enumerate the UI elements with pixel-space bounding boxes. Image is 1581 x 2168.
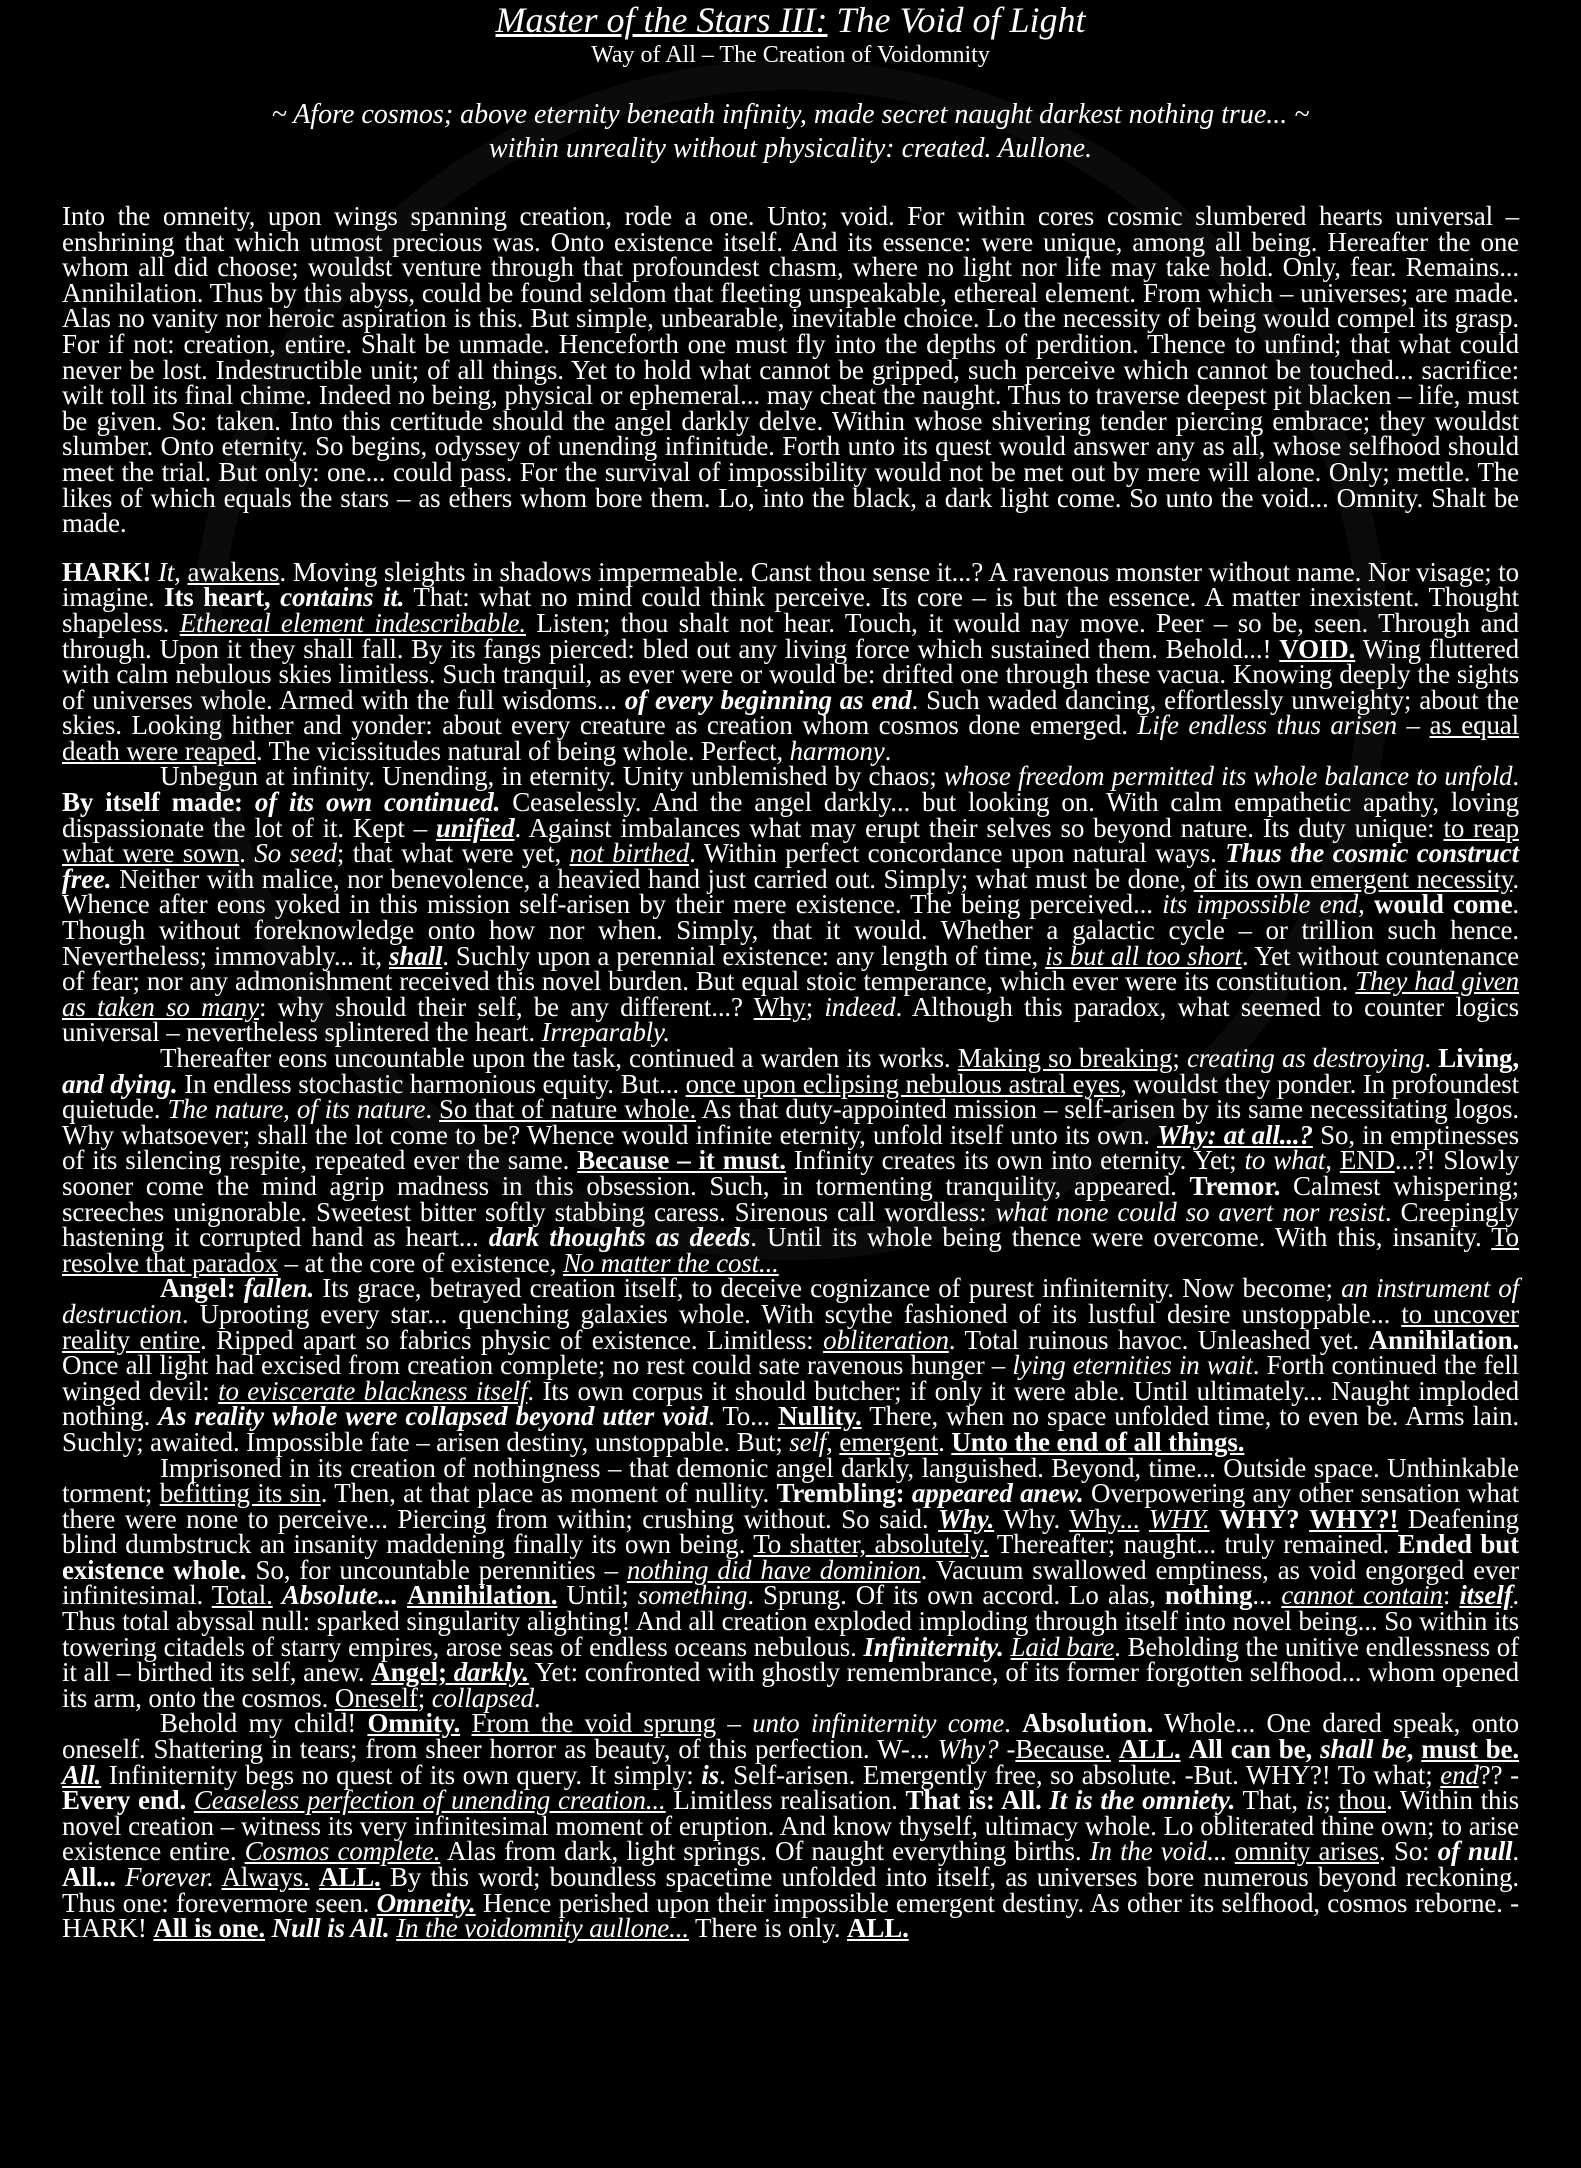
text-run: Wing fluttered with calm nebulous skies limitless. Such tranquil, as ever were or would be: drifted one through these vacua. Knowing deeply the sights of universes whole. Armed with the full wisdoms...	[62, 633, 1519, 715]
text-run: unto infiniternity come	[752, 1708, 1005, 1739]
text-run: Ceaselessly. And the angel darkly... but looking on. With calm empathetic apathy, loving dispassionate the lot of it. Kept –	[62, 787, 1520, 843]
text-run: as equal death were reaped	[62, 710, 1519, 766]
text-run: Its heart,	[164, 582, 281, 613]
paragraph-1	[62, 201, 1519, 539]
text-run: ALL.	[1118, 1734, 1181, 1765]
text-run: ,	[1358, 889, 1375, 920]
text-run: shall be	[1320, 1734, 1407, 1765]
text-run: Tremor.	[1189, 1170, 1281, 1201]
text-run: WHY?	[1219, 1503, 1300, 1534]
text-run: . Total ruinous havoc. Unleashed yet.	[948, 1324, 1369, 1355]
text-run: .	[1004, 1708, 1023, 1739]
text-run: The nature, of its nature	[167, 1094, 426, 1125]
paragraph-5	[62, 1273, 1520, 1457]
epigraph	[62, 98, 1519, 166]
text-run: .	[425, 1094, 440, 1125]
text-run: Unbegun at infinity. Unending, in eternity. Unity unblemished by chaos;	[160, 761, 944, 792]
text-run: something	[637, 1580, 748, 1611]
text-run: –	[1396, 710, 1430, 741]
text-run: Unto the end of all things.	[951, 1426, 1245, 1457]
text-run: to reap what were sown	[62, 812, 1519, 869]
text-run: Omnity.	[367, 1708, 461, 1739]
text-run: unified	[435, 812, 515, 843]
text-run: . Within perfect concordance upon natural ways.	[689, 838, 1226, 869]
text-run: Hence perished upon their impossible emergent destiny. As other its selfhood, cosmos reborne. -HARK!	[62, 1887, 1519, 1944]
text-run: itself	[1459, 1580, 1513, 1611]
text-run: . Ripped apart so fabrics physic of existence. Limitless:	[200, 1324, 824, 1355]
text-run: Neither with malice, nor benevolence, a heavied hand just carried out. Simply; what must be done,	[111, 863, 1194, 894]
text-run: is	[1305, 1785, 1324, 1816]
text-run: Thereafter; naught... truly remained.	[988, 1529, 1398, 1560]
text-run: .	[533, 1682, 541, 1713]
text-run: .	[1512, 1836, 1520, 1867]
text-run: . Against imbalances what may erupt their selves so beyond nature. Its duty unique:	[514, 812, 1444, 843]
text-run: Infiniternity begs no quest of its own query. It simply:	[101, 1759, 702, 1790]
text-run: ...	[1252, 1580, 1282, 1611]
text-run: Why	[753, 991, 806, 1022]
text-run: and dying.	[62, 1068, 178, 1099]
text-run: . Though without foreknowledge onto how nor when. Simply, that it would. Whether a galactic cycle – or trillion such hence. Nevertheless; immovably... it,	[62, 889, 1520, 971]
text-run: No matter the cost...	[562, 1247, 779, 1278]
text-run: As reality whole were collapsed beyond utter void	[158, 1401, 709, 1432]
text-run: ,	[1325, 1145, 1340, 1176]
text-run: Limitless realisation.	[665, 1785, 906, 1816]
text-run: Why...	[1069, 1503, 1140, 1534]
text-run: Omneity.	[376, 1887, 476, 1918]
text-run: cannot contain	[1281, 1580, 1443, 1611]
text-run	[265, 1913, 272, 1943]
text-run: In the voidomnity aullone...	[396, 1913, 689, 1944]
text-run: Living,	[1438, 1043, 1520, 1073]
text-run: Making so breaking	[957, 1043, 1173, 1073]
text-run: Always.	[221, 1862, 310, 1892]
text-run: They had given as taken so many	[62, 966, 1519, 1022]
text-run: VOID.	[1279, 633, 1356, 664]
text-run: Why: at all...?	[1157, 1119, 1313, 1150]
text-run: would come	[1374, 889, 1513, 920]
text-run: whose freedom permitted its whole balance to unfold	[943, 761, 1513, 792]
text-run: awakens	[187, 556, 280, 587]
text-run: Ceaseless perfection of unending creation...	[193, 1785, 666, 1816]
text-run: Absolute...	[281, 1580, 398, 1611]
text-run: By itself made:	[62, 787, 255, 818]
text-run: Angel:	[160, 1273, 244, 1304]
text-run: – at the core of existence,	[277, 1247, 563, 1278]
text-run: Life endless thus arisen	[1137, 710, 1397, 741]
text-run: indeed	[824, 991, 896, 1022]
text-run: Every end.	[62, 1785, 187, 1816]
text-run: self	[789, 1426, 827, 1457]
text-run: ;	[1172, 1043, 1187, 1073]
text-run: of its own continued.	[254, 787, 501, 818]
text-run: ,	[1406, 1734, 1422, 1765]
text-run: is	[701, 1759, 719, 1790]
text-run: HARK!	[62, 556, 152, 587]
text-run: Laid bare	[1010, 1631, 1115, 1662]
text-run: . Uprooting every star... quenching galaxies whole. With scythe fashioned of its lustful desire unstoppable...	[181, 1298, 1402, 1329]
text-run: Because – it must.	[577, 1145, 786, 1176]
text-run: an instrument of destruction	[62, 1273, 1520, 1329]
text-run: Imprisoned in its creation of nothingness – that demonic angel darkly, languished. Beyond, time... Outside space. Unthinkable torment;	[62, 1452, 1519, 1509]
text-run: .	[884, 735, 892, 766]
text-run: Irreparably.	[541, 1017, 670, 1048]
text-run: ...	[1206, 1836, 1235, 1867]
body-text	[62, 201, 1520, 1944]
text-run: . Beholding the unitive endlessness of it all – birthed its self, anew.	[62, 1631, 1519, 1688]
text-run: Forever.	[125, 1862, 214, 1892]
text-run: . Until its whole being thence were overcome. With this, insanity.	[750, 1222, 1492, 1253]
text-run: That is: All.	[905, 1785, 1042, 1816]
epigraph-line-2: within unreality without physicality: created. Aullone.	[488, 133, 1093, 164]
text-run: ,	[826, 1426, 840, 1457]
text-run: WHY?!	[1309, 1503, 1399, 1534]
text-run: WHY.	[1148, 1503, 1210, 1534]
text-run: Until;	[557, 1580, 638, 1611]
text-run: All.	[62, 1759, 102, 1790]
text-run: .	[1512, 761, 1519, 792]
text-run: .	[1424, 1043, 1439, 1073]
text-run: ALL.	[318, 1862, 381, 1892]
text-run: That,	[1235, 1785, 1306, 1816]
text-run: , wouldst they ponder. In profoundest quietude.	[62, 1068, 1520, 1125]
text-run: darkly.	[453, 1657, 529, 1688]
text-run: obliteration	[823, 1324, 949, 1355]
text-run: END	[1339, 1145, 1395, 1176]
text-run: . Vacuum swallowed emptiness, as void engorged ever infinitesimal.	[62, 1554, 1519, 1611]
text-run: of null	[1437, 1836, 1513, 1867]
text-run: So, in emptinesses of its silencing respite, repeated ever the same.	[62, 1119, 1519, 1176]
text-run: Ethereal element indescribable.	[179, 607, 526, 638]
text-run: . Suchly upon a perennial existence: any length of time,	[442, 940, 1046, 971]
text-run: -	[998, 1734, 1016, 1765]
text-run: nothing did have dominion	[626, 1554, 921, 1585]
text-run: thou	[1338, 1785, 1386, 1816]
text-run: ...?! Slowly sooner come the mind agrip madness in this obsession. Such, in tormenting tranquility, appeared.	[62, 1145, 1519, 1201]
text-run: dark thoughts as deeds	[488, 1222, 751, 1253]
text-run: Angel;	[371, 1657, 454, 1688]
text-run: Overpowering any other sensation what there were none to perceive... Piercing from within; crushing without. So said.	[62, 1478, 1519, 1534]
text-run: Cosmos complete.	[244, 1836, 441, 1867]
text-run: ;	[417, 1682, 432, 1713]
paragraph-6	[62, 1452, 1520, 1713]
text-run: Once all light had excised from creation complete; no rest could sate ravenous hunger –	[62, 1350, 1013, 1381]
text-run: :	[1442, 1580, 1460, 1611]
text-run: fallen.	[243, 1273, 315, 1304]
text-run: ; that what were yet,	[336, 838, 570, 869]
text-run: It	[157, 556, 175, 587]
text-run: Oneself	[334, 1682, 418, 1713]
text-run: Nullity.	[778, 1401, 862, 1432]
text-run: .	[938, 1426, 952, 1457]
text-run: . Whence after eons yoked in this mission self-arisen by their mere existence. The being perceived...	[62, 863, 1520, 920]
text-run: . The vicissitudes natural of being whole. Perfect,	[255, 735, 790, 766]
text-run: . Sprung. Of its own accord. Lo alas,	[747, 1580, 1165, 1611]
text-run: There is only.	[688, 1913, 848, 1944]
text-run: Ended but existence whole.	[62, 1529, 1519, 1585]
text-run: what none could so avert nor resist	[995, 1196, 1385, 1227]
text-run: once upon eclipsing nebulous astral eyes	[685, 1068, 1121, 1099]
text-run: . Self-arisen. Emergently free, so absolute. -But. WHY?! To what;	[718, 1759, 1441, 1790]
document-subtitle: Way of All – The Creation of Voidomnity	[591, 42, 990, 68]
text-run: Into the omneity, upon wings spanning creation, rode a one. Unto; void. For within cores cosmic slumbered hearts universal – enshrining that which utmost precious was. Onto existence itself. And its essence: were unique, among all being. Hereafter the one whom all did choose; wouldst venture through that profoundest chasm, where no light nor life may take hold. Only, fear. Remains... Annihilation. Thus by this abyss, could be found seldom that fleeting unspeakable, ethereal element. From which – universes; are made. Alas no vanity nor heroic aspiration is this. But simple, unbearable, inevitable choice. Lo the necessity of being would compel its grasp. For if not: creation, entire. Shalt be unmade. Henceforth one must fly into the depths of perdition. Thence to unfind; that what could never be lost. Indestructible unit; of all things. Yet to hold what cannot be gripped, such perceive which cannot be touched... sacrifice: wilt toll its final chime. Indeed no being, physical or ephemeral... may cheat the naught. Thus to traverse deepest pit blacken – life, must be given. So: taken. Into this certitude should the angel darkly delve. Within whose shivering tender piercing embrace; they wouldst slumber. Onto eternity. So begins, odyssey of unending infinitude. Forth unto its quest would answer any as all, whose selfhood should meet the trial. But only: one... could pass. For the survival of impossibility would not be met out by mere will alone. Only; mettle. The likes of which equals the stars – as ethers whom bore them. Lo, into the black, a dark light come. So unto the void... Omnity. Shalt be made.	[62, 201, 1519, 539]
text-run: All can be,	[1188, 1734, 1321, 1765]
text-run: .	[239, 838, 255, 869]
text-run: befitting its sin	[159, 1478, 321, 1509]
text-run: There, when no space unfolded time, to even be. Arms lain. Suchly; awaited. Impossible fate – arisen destiny, unstoppable. But;	[62, 1401, 1519, 1457]
text-run: ALL.	[847, 1913, 909, 1944]
text-run: . Creepingly hastening it corrupted hand as heart...	[62, 1196, 1520, 1253]
title-rest: The Void of Light	[827, 0, 1086, 40]
text-run: must be.	[1421, 1734, 1519, 1765]
text-run: From the void sprung	[471, 1708, 717, 1739]
text-run: . Its own corpus it should butcher; if only it were able. Until ultimately... Naught imploded nothing.	[62, 1375, 1519, 1432]
text-run: Alas from dark, light springs. Of naught everything births.	[440, 1836, 1090, 1867]
text-run: shall	[389, 940, 443, 971]
text-run: Infiniternity.	[863, 1631, 1004, 1662]
text-run: Calmest whispering; screeches unignorable. Sweetest bitter softly stabbing caress. Sirenous call wordless:	[62, 1170, 1519, 1227]
text-run: . Yet without countenance of fear; nor any admonishment received this novel burden. But equal stoic temperance, which ever were its constitution.	[62, 940, 1520, 997]
text-run: Yet: confronted with ghostly remembrance, of its former forgotten selfhood... whom opened its arm, onto the cosmos.	[62, 1657, 1519, 1713]
text-run: . Then, at that place as moment of nullity.	[320, 1478, 777, 1509]
text-run: To shatter, absolutely.	[753, 1529, 989, 1560]
text-run: lying eternities in wait	[1012, 1350, 1253, 1381]
text-run: . So:	[1379, 1836, 1438, 1867]
text-run: –	[716, 1708, 753, 1739]
text-run: omnity arises	[1234, 1836, 1380, 1867]
text-run: Its grace, betrayed creation itself, to deceive cognizance of purest infiniternity. Now become;	[314, 1273, 1342, 1304]
text-run: . Thus total abyssal null: sparked singularity alighting! And all creation exploded imploding through itself into novel being... So within its towering citadels of starry empires, arose seas of endless oceans nebulous.	[62, 1580, 1520, 1662]
text-run: By this word; boundless spacetime unfolded into itself, as universes bore numerous beyond reckoning. Thus one: forevermore seen.	[62, 1862, 1519, 1918]
text-run: Whole... One dared speak, onto oneself. Shattering in tears; from sheer horror as beauty, of this perfection. W-...	[62, 1708, 1519, 1765]
text-run: of its own emergent necessity	[1193, 863, 1513, 894]
text-run: In the void	[1089, 1836, 1207, 1867]
text-run: All is one.	[153, 1913, 265, 1944]
text-run: Trembling:	[776, 1478, 912, 1509]
text-run: Listen; thou shalt not hear. Touch, it would nay move. Peer – so be, seen. Through and through. Upon it they shall fall. By its fangs pierced: bled out any living force which sustained them. Behold...!	[62, 607, 1520, 664]
document-title	[62, 0, 1519, 40]
text-run: Thereafter eons uncountable upon the task, continued a warden its works.	[160, 1043, 958, 1073]
text-run: Behold my child!	[160, 1708, 368, 1739]
text-run: So seed	[254, 838, 337, 869]
text-run: So, for uncountable perennities –	[246, 1554, 627, 1585]
text-run: its impossible end	[1162, 889, 1359, 920]
paragraph-7	[62, 1708, 1520, 1944]
text-run: Because.	[1015, 1734, 1111, 1765]
text-run: ;	[805, 991, 825, 1022]
text-run: ?? -	[1478, 1759, 1520, 1790]
text-run: Annihilation.	[407, 1580, 558, 1611]
text-run: As that duty-appointed mission – self-arisen by its same necessitating logos. Why whatsoever; shall the lot come to be? Whence would infinite eternity, unfold itself unto its own.	[62, 1094, 1519, 1150]
text-run: . Moving sleights in shadows impermeable. Canst thou sense it...? A ravenous monster without name. Nor visage; to imagine.	[62, 556, 1519, 613]
text-run: Why.	[938, 1503, 995, 1534]
text-run: . Forth continued the fell winged devil:	[62, 1350, 1520, 1406]
text-run: That: what no mind could think perceive. Its core – is but the essence. A matter inexistent. Thought shapeless.	[62, 582, 1520, 638]
text-run: Infinity creates its own into eternity. Yet;	[785, 1145, 1245, 1176]
text-run: is but all too short	[1045, 940, 1242, 971]
text-run: to eviscerate blackness itself	[218, 1375, 528, 1406]
title-main: Master of the Stars III:	[495, 0, 828, 40]
text-run: In endless stochastic harmonious equity. But...	[177, 1068, 686, 1099]
text-run: . Although this paradox, what seemed to counter logics universal – nevertheless splintered the heart.	[62, 991, 1519, 1048]
text-run: appeared anew.	[911, 1478, 1084, 1509]
text-run: emergent	[839, 1426, 939, 1457]
text-run: Why.	[994, 1503, 1070, 1534]
text-run: creating as destroying	[1186, 1043, 1425, 1073]
text-run: not birthed	[569, 838, 690, 869]
text-run: end	[1440, 1759, 1479, 1790]
text-run: to what	[1244, 1145, 1326, 1176]
text-run: Absolution.	[1022, 1708, 1154, 1739]
text-run: : why should their self, be any different...?	[258, 991, 754, 1022]
text-run: Annihilation.	[1368, 1324, 1520, 1355]
text-run: of every beginning as end	[624, 684, 912, 715]
paragraph-4	[62, 1043, 1520, 1278]
epigraph-line-1: ~ Afore cosmos; above eternity beneath infinity, made secret naught darkest nothing true... ~	[271, 99, 1310, 130]
text-run: ;	[1323, 1785, 1339, 1816]
text-run: To resolve that paradox	[62, 1222, 1519, 1278]
text-run: It is the omniety.	[1049, 1785, 1236, 1816]
text-run: So that of nature whole.	[439, 1094, 697, 1125]
text-run: Deafening blind dumbstruck an insanity maddening finally its own being.	[62, 1503, 1519, 1560]
text-run: . Such waded dancing, effortlessly unweighty; about the skies. Looking hither and yonder: about every creature as creation whom cosmos done emerged.	[62, 684, 1519, 741]
text-run: All...	[62, 1862, 116, 1892]
paragraph-3	[62, 761, 1520, 1048]
text-run: Thus the cosmic construct free.	[62, 838, 1519, 894]
document-header	[62, 0, 1519, 166]
text-run: . Within this novel creation – witness its very infinitesimal moment of eruption. And know thyself, ultimacy whole. Lo obliterated thine own; to arise existence entire.	[62, 1785, 1520, 1867]
text-run: nothing	[1164, 1580, 1253, 1611]
text-run: to uncover reality entire	[62, 1298, 1519, 1355]
text-run: Why?	[937, 1734, 999, 1765]
paragraph-2	[62, 556, 1520, 766]
text-run: Total.	[211, 1580, 273, 1611]
text-run: Null is All.	[271, 1913, 390, 1944]
text-run: . To...	[708, 1401, 779, 1432]
text-run: harmony	[789, 735, 885, 766]
text-run: collapsed	[431, 1682, 534, 1713]
text-run: contains it.	[280, 582, 405, 613]
text-run: ,	[174, 556, 188, 587]
